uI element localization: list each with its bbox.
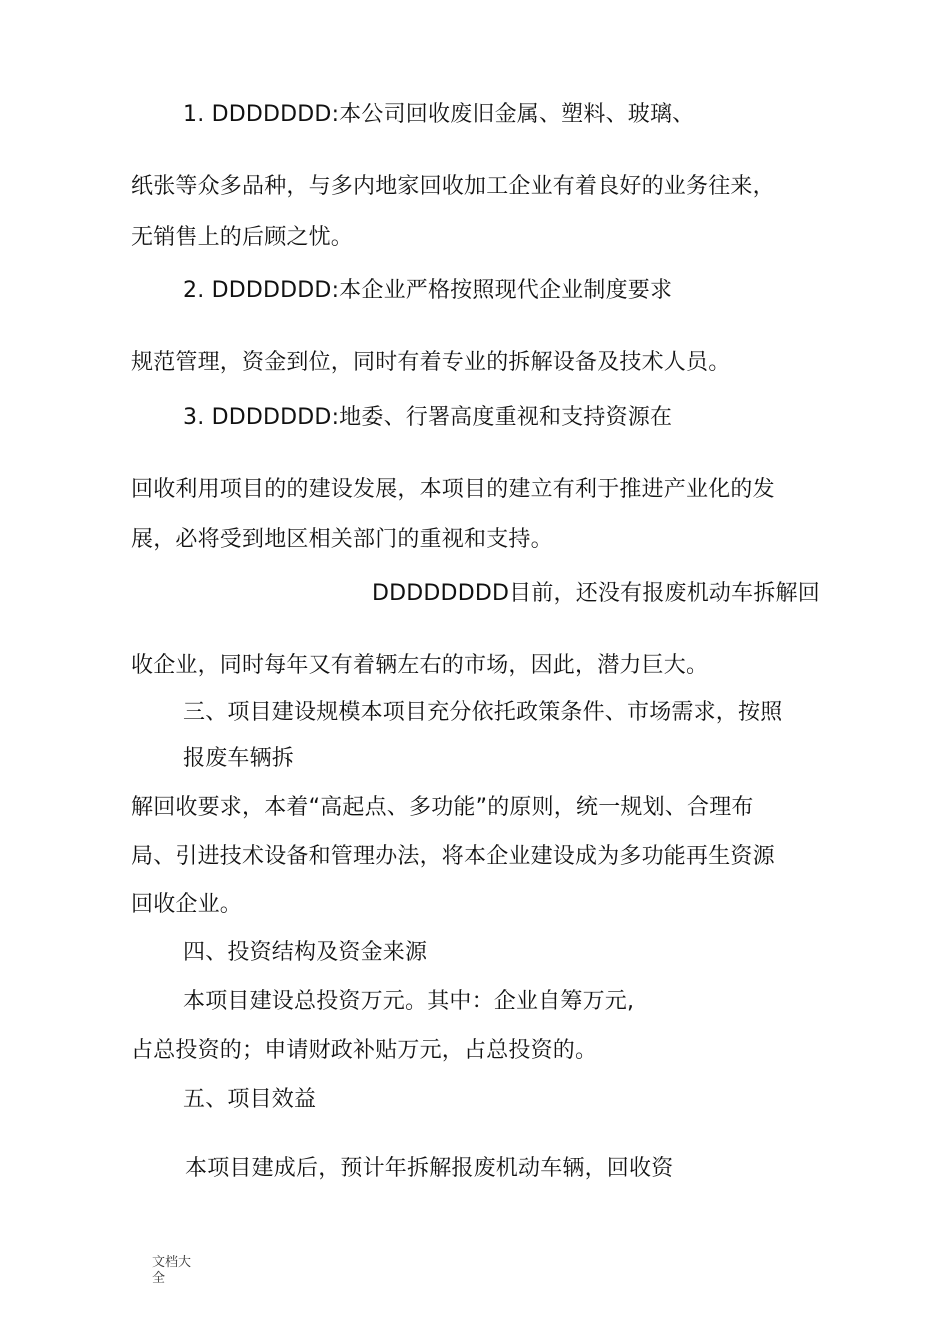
- text-line-12: 报废车辆拆: [183, 746, 295, 771]
- text-line-20: 本项目建成后，预计年拆解报废机动车辆，回收资: [185, 1156, 674, 1181]
- text-line-7: 回收利用项目的的建设发展，本项目的建立有利于推进产业化的发: [131, 477, 775, 502]
- text-line-13: 解回收要求，本着“高起点、多功能”的原则，统一规划、合理布: [131, 795, 754, 820]
- text-line-4: 2. DDDDDDD:本企业严格按照现代企业制度要求: [183, 278, 673, 303]
- text-line-11: 三、项目建设规模本项目充分依托政策条件、市场需求，按照: [183, 700, 783, 725]
- text-line-10: 收企业，同时每年又有着辆左右的市场，因此，潜力巨大。: [131, 653, 709, 678]
- text-line-3: 无销售上的后顾之忧。: [131, 225, 354, 250]
- footer-watermark: 文档大全: [152, 1255, 192, 1286]
- text-line-5: 规范管理，资金到位，同时有着专业的拆解设备及技术人员。: [131, 350, 731, 375]
- text-line-14: 局、引进技术设备和管理办法，将本企业建设成为多功能再生资源: [131, 844, 775, 869]
- text-line-6: 3. DDDDDDD:地委、行署高度重视和支持资源在: [183, 405, 673, 430]
- text-line-8: 展，必将受到地区相关部门的重视和支持。: [131, 527, 553, 552]
- text-line-9: DDDDDDDD目前，还没有报废机动车拆解回: [372, 581, 820, 606]
- text-line-17: 本项目建设总投资万元。其中：企业自筹万元,: [183, 989, 635, 1014]
- text-line-18: 占总投资的；申请财政补贴万元，占总投资的。: [131, 1038, 598, 1063]
- text-line-1: 1. DDDDDDD:本公司回收废旧金属、塑料、玻璃、: [183, 102, 695, 127]
- text-line-15: 回收企业。: [131, 892, 243, 917]
- text-line-16: 四、投资结构及资金来源: [183, 940, 428, 965]
- text-line-19: 五、项目效益: [183, 1087, 317, 1112]
- text-line-2: 纸张等众多品种，与多内地家回收加工企业有着良好的业务往来，: [131, 174, 775, 199]
